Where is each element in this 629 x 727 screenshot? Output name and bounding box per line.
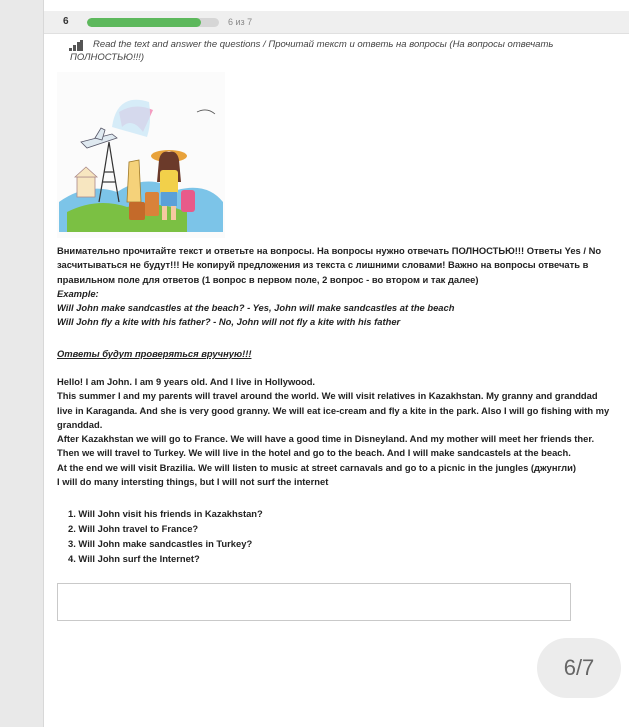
question-number: 6 bbox=[63, 16, 69, 27]
instruction-text: Read the text and answer the questions / Прочитай текст и ответь на вопросы (На вопросы отвечать bbox=[93, 39, 554, 50]
intro-line: правильном поле для ответов (1 вопрос в первом поле, 2 вопрос - во втором и так далее) bbox=[57, 273, 479, 285]
example-label: Example: bbox=[57, 287, 99, 299]
left-sidebar bbox=[0, 0, 44, 727]
question-item: 4. Will John surf the Internet? bbox=[68, 553, 200, 564]
intro-line: Внимательно прочитайте текст и ответьте на вопросы. На вопросы нужно отвечать ПОЛНОСТЬЮ!!! Ответы Yes / No bbox=[57, 245, 602, 256]
story-line: Then we will travel to Turkey. We will live in the hotel and go to the beach. And I will make sandcastels at the beach. bbox=[57, 447, 571, 459]
questions-list bbox=[68, 506, 263, 566]
travel-girl-illustration bbox=[57, 72, 225, 238]
instruction-text-cont: ПОЛНОСТЬЮ!!!) bbox=[70, 52, 145, 63]
note-block bbox=[57, 347, 629, 361]
story-text bbox=[57, 375, 629, 489]
progress-label: 6 из 7 bbox=[228, 17, 253, 27]
story-line: Hello! I am John. I am 9 years old. And I live in Hollywood. bbox=[57, 376, 316, 387]
story-line: I will do many intersting things, but I will not surf the internet bbox=[57, 476, 329, 488]
story-line: live in Karaganda. And she is very good granny. We will eat ice-cream and fly a kite in the park. Also I will go fishing with my bbox=[57, 404, 610, 416]
intro-block bbox=[57, 244, 629, 330]
story-line: granddad. bbox=[57, 418, 103, 430]
example-line: Will John make sandcastles at the beach? - Yes, John will make sandcastles at the beach bbox=[57, 302, 455, 314]
story-line: At the end we will visit Brazilia. We will listen to music at street carnavals and go to a picnic in the jungles (джунгли) bbox=[57, 461, 577, 473]
story-line: This summer I and my parents will travel around the world. We will visit relatives in Kazakhstan. My granny and granddad bbox=[57, 390, 598, 402]
intro-line: засчитываться не будут!!! Не копируй предложения из текста с лишними словами! Важно на вопросы отвечать в bbox=[57, 259, 589, 271]
question-item: 2. Will John travel to France? bbox=[68, 523, 199, 534]
question-item: 3. Will John make sandcastles in Turkey? bbox=[68, 538, 253, 549]
progress-bar bbox=[87, 18, 219, 27]
manual-check-note: Ответы будут проверяться вручную!!! bbox=[57, 348, 252, 359]
example-line: Will John fly a kite with his father? - No, John will not fly a kite with his father bbox=[57, 316, 401, 328]
page-indicator: 6/7 bbox=[537, 638, 621, 698]
bar-chart-icon bbox=[69, 40, 83, 51]
story-line: After Kazakhstan we will go to France. We will have a good time in Disneyland. And my mother will meet her friends ther. bbox=[57, 433, 595, 445]
question-item: 1. Will John visit his friends in Kazakhstan? bbox=[68, 508, 263, 519]
answer-input[interactable] bbox=[57, 583, 571, 621]
progress-bar-fill bbox=[87, 18, 201, 27]
